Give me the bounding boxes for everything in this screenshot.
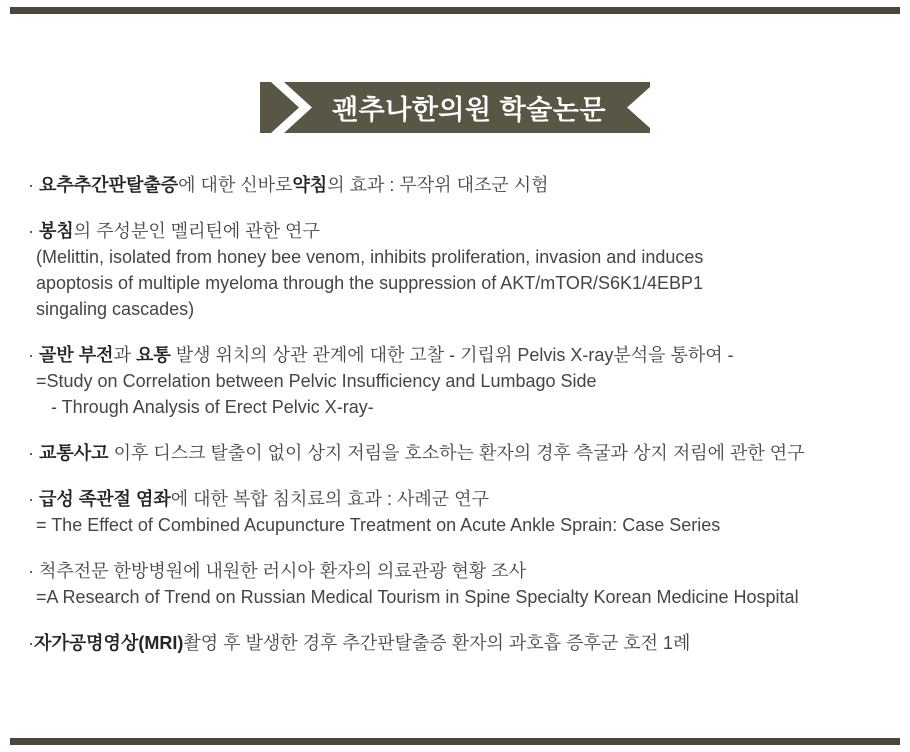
list-item [28, 172, 892, 198]
text-segment: 요추추간판탈출증 [39, 175, 179, 195]
paper-line [28, 218, 892, 244]
page-title: 괜추나한의원 학술논문 [332, 95, 606, 125]
text-segment: 자가공명영상(MRI) [34, 633, 184, 653]
paper-line [28, 512, 892, 538]
text-segment: · [28, 345, 39, 365]
list-item [28, 558, 892, 610]
text-segment: · [28, 221, 39, 241]
text-segment: (Melittin, isolated from honey bee venom, inhibits proliferation, invasion and induces [36, 247, 704, 267]
paper-line [28, 244, 892, 270]
text-segment: =Study on Correlation between Pelvic Insufficiency and Lumbago Side [36, 371, 597, 391]
text-segment: 발생 위치의 상관 관계에 대한 고찰 - 기립위 Pelvis X-ray분석을 통하여 - [170, 345, 734, 365]
list-item [28, 342, 892, 420]
paper-line [28, 630, 892, 656]
text-segment: · [28, 633, 34, 653]
paper-list [28, 172, 892, 676]
text-segment: 급성 족관절 염좌 [39, 489, 171, 509]
text-segment: singaling cascades) [36, 299, 195, 319]
paper-line [28, 368, 892, 394]
bottom-divider [10, 738, 900, 745]
text-segment: - Through Analysis of Erect Pelvic X-ray- [36, 397, 374, 417]
text-segment: 의 효과 : 무작위 대조군 시험 [327, 175, 549, 195]
paper-line [28, 558, 892, 584]
text-segment: 의 주성분인 멜리틴에 관한 연구 [73, 221, 320, 241]
list-item [28, 440, 892, 466]
text-segment: 에 대한 복합 침치료의 효과 : 사례군 연구 [170, 489, 489, 509]
text-segment: =A Research of Trend on Russian Medical Tourism in Spine Specialty Korean Medicine Hospital [36, 587, 799, 607]
list-item [28, 630, 892, 656]
top-divider [10, 7, 900, 14]
text-segment: · 척추전문 한방병원에 내원한 러시아 환자의 의료관광 현황 조사 [28, 561, 527, 581]
paper-line [28, 394, 892, 420]
paper-line [28, 342, 892, 368]
paper-line [28, 270, 892, 296]
text-segment: apoptosis of multiple myeloma through the suppression of AKT/mTOR/S6K1/4EBP1 [36, 273, 704, 293]
text-segment: 봉침 [39, 221, 74, 241]
text-segment: · [28, 443, 39, 463]
text-segment: 이후 디스크 탈출이 없이 상지 저림을 호소하는 환자의 경후 측굴과 상지 저림에 관한 연구 [108, 443, 805, 463]
list-item [28, 218, 892, 322]
list-item [28, 486, 892, 538]
text-segment: 약침 [292, 175, 328, 195]
title-banner [260, 82, 650, 133]
paper-line [28, 296, 892, 322]
text-segment: 골반 부전 [39, 345, 114, 365]
text-segment: · [28, 489, 39, 509]
paper-line [28, 172, 892, 198]
text-segment: · [28, 175, 39, 195]
paper-line [28, 584, 892, 610]
text-segment: 촬영 후 발생한 경후 추간판탈출증 환자의 과호흡 증후군 호전 1례 [183, 633, 691, 653]
text-segment: 요통 [135, 345, 171, 365]
text-segment: 교통사고 [39, 443, 109, 463]
text-segment: 에 대한 신바로 [178, 175, 293, 195]
paper-line [28, 440, 892, 466]
paper-line [28, 486, 892, 512]
text-segment: = The Effect of Combined Acupuncture Treatment on Acute Ankle Sprain: Case Series [36, 515, 721, 535]
text-segment: 과 [113, 345, 136, 365]
